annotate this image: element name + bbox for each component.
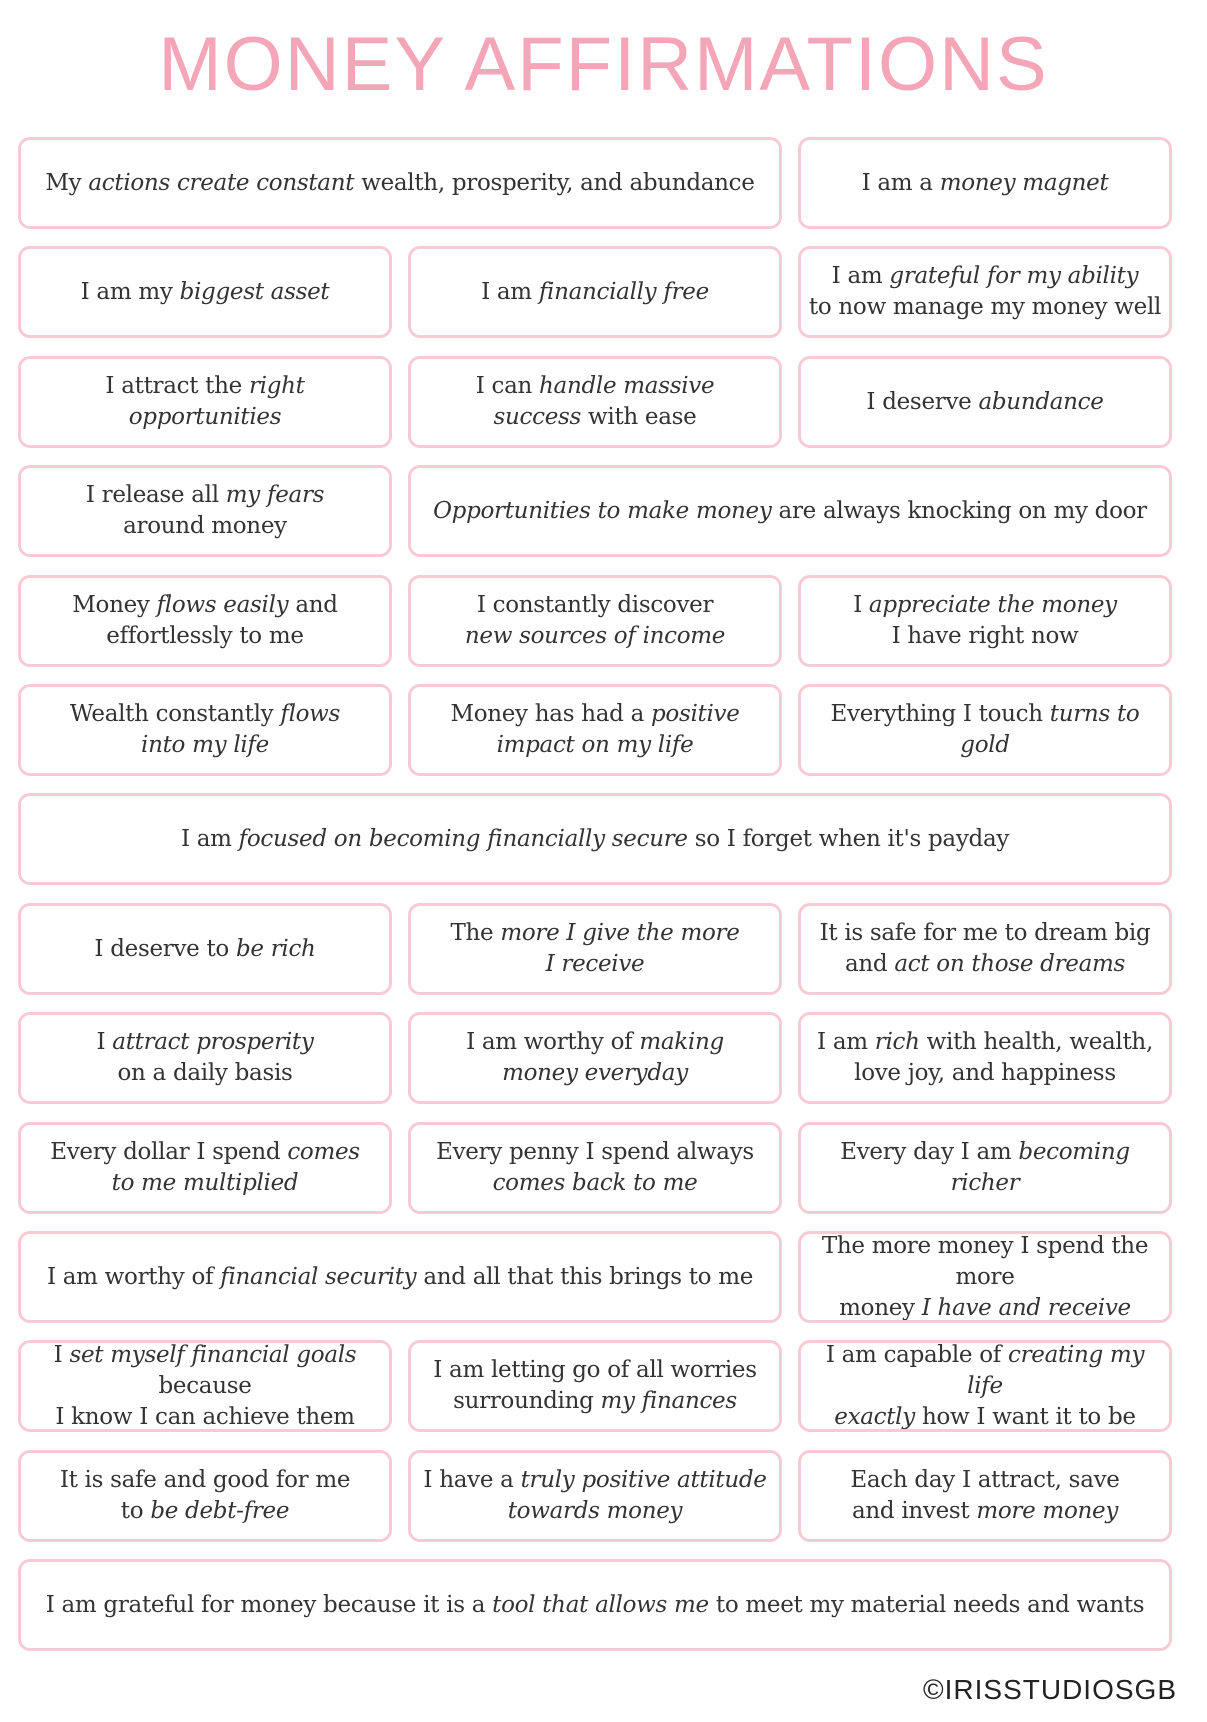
plain-text: are always knocking on my door bbox=[771, 497, 1147, 524]
affirmation-text bbox=[436, 1137, 754, 1199]
emphasis-text: my fears bbox=[225, 482, 325, 508]
affirmation-text bbox=[481, 277, 709, 308]
plain-text: It is safe for me to dream big bbox=[819, 920, 1151, 946]
emphasis-text: be rich bbox=[235, 935, 316, 962]
emphasis-text: success bbox=[493, 404, 582, 430]
emphasis-text: money magnet bbox=[939, 169, 1109, 196]
plain-text: surrounding bbox=[453, 1388, 601, 1414]
affirmation-card bbox=[798, 246, 1172, 338]
affirmation-card bbox=[18, 356, 392, 448]
emphasis-text: into my life bbox=[141, 732, 269, 758]
affirmation-text bbox=[807, 699, 1163, 761]
plain-text: I release all bbox=[85, 482, 226, 508]
plain-text: I am bbox=[481, 278, 539, 305]
affirmation-text bbox=[853, 590, 1117, 652]
affirmation-text bbox=[817, 1027, 1153, 1089]
affirmation-card bbox=[18, 246, 392, 338]
emphasis-text: right opportunities bbox=[128, 373, 305, 430]
plain-text: with health, wealth, bbox=[919, 1029, 1153, 1055]
emphasis-text: new sources of income bbox=[464, 623, 726, 649]
emphasis-text: attract prosperity bbox=[112, 1029, 314, 1055]
affirmation-text bbox=[81, 277, 330, 308]
plain-text: It is safe and good for me bbox=[59, 1467, 351, 1493]
emphasis-text: act on those dreams bbox=[894, 951, 1126, 977]
emphasis-text: to me multiplied bbox=[111, 1170, 299, 1196]
emphasis-text: towards money bbox=[507, 1498, 683, 1524]
affirmation-text bbox=[476, 371, 715, 433]
plain-text: to bbox=[120, 1498, 151, 1524]
emphasis-text: turns to gold bbox=[960, 701, 1140, 758]
affirmation-card bbox=[408, 1122, 782, 1214]
affirmation-card bbox=[18, 1122, 392, 1214]
plain-text: I bbox=[96, 1029, 113, 1055]
affirmation-text bbox=[450, 918, 739, 980]
affirmation-text bbox=[820, 918, 1151, 980]
plain-text: because bbox=[158, 1372, 252, 1399]
affirmation-text bbox=[433, 1355, 756, 1417]
plain-text: I am worthy of bbox=[466, 1029, 640, 1055]
emphasis-text: comes back to me bbox=[492, 1170, 698, 1196]
affirmation-card bbox=[798, 684, 1172, 776]
affirmation-card bbox=[18, 1340, 392, 1432]
plain-text: I am worthy of bbox=[46, 1263, 221, 1290]
plain-text: how I want it to be bbox=[914, 1403, 1136, 1430]
emphasis-text: making bbox=[639, 1029, 724, 1055]
plain-text: Every penny I spend always bbox=[436, 1139, 754, 1165]
affirmation-card bbox=[798, 1122, 1172, 1214]
affirmation-text bbox=[70, 699, 340, 761]
plain-text: I have right now bbox=[891, 623, 1079, 649]
affirmation-card bbox=[798, 356, 1172, 448]
affirmation-text bbox=[809, 261, 1161, 323]
plain-text: to now manage my money well bbox=[808, 294, 1162, 320]
affirmation-text bbox=[466, 1027, 724, 1089]
emphasis-text: more I give the more bbox=[500, 920, 740, 946]
plain-text: I deserve bbox=[866, 388, 979, 415]
emphasis-text: rich bbox=[874, 1029, 920, 1055]
affirmation-text bbox=[72, 590, 337, 652]
emphasis-text: truly positive attitude bbox=[520, 1467, 767, 1493]
affirmation-card bbox=[798, 1340, 1172, 1432]
affirmation-card bbox=[798, 1450, 1172, 1542]
affirmation-text bbox=[181, 824, 1009, 855]
affirmation-card bbox=[408, 465, 1172, 557]
affirmation-text bbox=[423, 1465, 766, 1527]
plain-text: I am bbox=[817, 1029, 875, 1055]
affirmation-card bbox=[18, 1450, 392, 1542]
affirmation-card bbox=[408, 575, 782, 667]
emphasis-text: set myself financial goals bbox=[69, 1341, 357, 1368]
plain-text: My bbox=[45, 169, 89, 196]
plain-text: wealth, prosperity, and abundance bbox=[354, 169, 755, 196]
affirmation-text bbox=[47, 1262, 753, 1293]
plain-text: Everything I touch bbox=[830, 701, 1050, 727]
emphasis-text: grateful for my ability bbox=[889, 263, 1139, 289]
plain-text: I bbox=[853, 592, 869, 618]
emphasis-text: I have and receive bbox=[921, 1294, 1131, 1321]
plain-text: and bbox=[288, 592, 338, 618]
emphasis-text: exactly bbox=[834, 1403, 915, 1430]
affirmation-text bbox=[807, 1137, 1163, 1199]
plain-text: I attract the bbox=[105, 373, 249, 399]
affirmation-card bbox=[408, 246, 782, 338]
plain-text: effortlessly to me bbox=[106, 623, 304, 649]
plain-text: Every dollar I spend bbox=[50, 1139, 288, 1165]
plain-text: money bbox=[839, 1294, 922, 1321]
affirmation-text bbox=[862, 168, 1109, 199]
emphasis-text: flows easily bbox=[156, 592, 289, 618]
affirmation-text bbox=[46, 1590, 1145, 1621]
plain-text: with ease bbox=[581, 404, 697, 430]
affirmation-card bbox=[798, 137, 1172, 229]
affirmation-text bbox=[27, 1340, 383, 1432]
plain-text: I know I can achieve them bbox=[55, 1403, 355, 1430]
emphasis-text: money everyday bbox=[502, 1060, 688, 1086]
emphasis-text: be debt-free bbox=[150, 1498, 290, 1524]
affirmation-text bbox=[60, 1465, 350, 1527]
plain-text: Money has had a bbox=[450, 701, 651, 727]
affirmation-card bbox=[18, 1559, 1172, 1651]
emphasis-text: positive bbox=[651, 701, 740, 727]
plain-text: around money bbox=[123, 513, 287, 539]
affirmation-card bbox=[408, 1012, 782, 1104]
plain-text: I can bbox=[475, 373, 540, 399]
affirmation-text bbox=[433, 496, 1147, 527]
affirmation-text bbox=[94, 934, 315, 965]
plain-text: I am letting go of all worries bbox=[433, 1357, 757, 1383]
plain-text: Money bbox=[72, 592, 157, 618]
affirmation-text bbox=[807, 1231, 1163, 1323]
plain-text: I am grateful for money because it is a bbox=[45, 1591, 493, 1618]
affirmation-card bbox=[798, 1012, 1172, 1104]
emphasis-text: financial security bbox=[220, 1263, 417, 1290]
plain-text: to meet my material needs and wants bbox=[708, 1591, 1145, 1618]
plain-text: and bbox=[844, 951, 895, 977]
affirmation-card bbox=[798, 903, 1172, 995]
affirmation-text bbox=[465, 590, 725, 652]
plain-text: I am bbox=[180, 825, 239, 852]
plain-text: Each day I attract, save bbox=[850, 1467, 1120, 1493]
plain-text: I am a bbox=[861, 169, 940, 196]
affirmation-text bbox=[86, 480, 324, 542]
plain-text: The more money I spend the more bbox=[821, 1232, 1149, 1290]
emphasis-text: my finances bbox=[600, 1388, 737, 1414]
emphasis-text: I receive bbox=[545, 951, 645, 977]
emphasis-text: financially free bbox=[538, 278, 709, 305]
emphasis-text: comes bbox=[287, 1139, 360, 1165]
plain-text: and all that this brings to me bbox=[416, 1263, 754, 1290]
copyright-footer: ©IRISSTUDIOSGB bbox=[923, 1674, 1177, 1705]
plain-text: I constantly discover bbox=[476, 592, 714, 618]
affirmation-text bbox=[450, 699, 739, 761]
affirmation-text bbox=[45, 168, 754, 199]
plain-text: I am my bbox=[80, 278, 180, 305]
affirmation-card bbox=[408, 356, 782, 448]
plain-text: Wealth constantly bbox=[69, 701, 281, 727]
emphasis-text: focused on becoming financially secure bbox=[238, 825, 688, 852]
emphasis-text: more money bbox=[976, 1498, 1119, 1524]
affirmation-card bbox=[18, 793, 1172, 885]
affirmation-text bbox=[96, 1027, 313, 1089]
plain-text: I have a bbox=[423, 1467, 521, 1493]
emphasis-text: appreciate the money bbox=[868, 592, 1117, 618]
plain-text: so I forget when it's payday bbox=[687, 825, 1010, 852]
emphasis-text: Opportunities to make money bbox=[433, 497, 772, 524]
plain-text: I deserve to bbox=[94, 935, 236, 962]
affirmation-card bbox=[408, 684, 782, 776]
affirmation-card bbox=[18, 575, 392, 667]
affirmation-card bbox=[408, 1450, 782, 1542]
plain-text: love joy, and happiness bbox=[854, 1060, 1116, 1086]
affirmation-card bbox=[798, 575, 1172, 667]
plain-text: on a daily basis bbox=[117, 1060, 293, 1086]
affirmation-text bbox=[27, 371, 383, 433]
emphasis-text: flows bbox=[280, 701, 341, 727]
affirmation-card bbox=[798, 1231, 1172, 1323]
affirmation-card bbox=[18, 684, 392, 776]
page-title: MONEY AFFIRMATIONS bbox=[158, 22, 1049, 107]
affirmation-card bbox=[18, 903, 392, 995]
plain-text: and invest bbox=[851, 1498, 977, 1524]
emphasis-text: biggest asset bbox=[179, 278, 330, 305]
affirmation-text bbox=[807, 1340, 1163, 1432]
affirmation-card bbox=[18, 465, 392, 557]
plain-text: Every day I am bbox=[840, 1139, 1019, 1165]
affirmation-text bbox=[50, 1137, 360, 1199]
affirmation-card bbox=[18, 1231, 782, 1323]
plain-text: I am bbox=[831, 263, 890, 289]
plain-text: I am capable of bbox=[825, 1341, 1008, 1368]
plain-text: I bbox=[53, 1341, 70, 1368]
affirmation-card bbox=[18, 137, 782, 229]
emphasis-text: impact on my life bbox=[496, 732, 694, 758]
emphasis-text: becoming richer bbox=[950, 1139, 1130, 1196]
affirmation-card bbox=[408, 903, 782, 995]
emphasis-text: tool that allows me bbox=[492, 1591, 709, 1618]
affirmation-text bbox=[866, 387, 1103, 418]
plain-text: The bbox=[450, 920, 501, 946]
emphasis-text: creating my life bbox=[967, 1341, 1145, 1399]
emphasis-text: abundance bbox=[978, 388, 1104, 415]
affirmation-card bbox=[18, 1012, 392, 1104]
affirmation-text bbox=[850, 1465, 1119, 1527]
emphasis-text: handle massive bbox=[539, 373, 715, 399]
emphasis-text: actions create constant bbox=[88, 169, 355, 196]
affirmation-card bbox=[408, 1340, 782, 1432]
